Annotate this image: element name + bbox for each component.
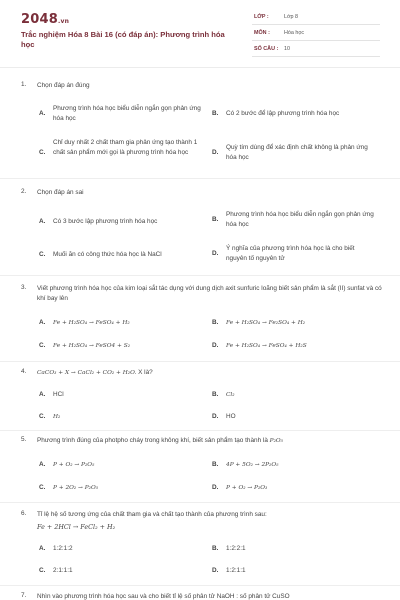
- question-number: 6.: [21, 510, 27, 517]
- option-letter: B.: [212, 391, 219, 398]
- option-d[interactable]: [212, 341, 382, 351]
- option-text: 1:2:1:2: [53, 545, 73, 552]
- option-formula: P + O₂ → P₂O₅: [53, 462, 95, 468]
- option-formula: H₂: [53, 414, 61, 420]
- header-divider: [0, 67, 400, 68]
- option-text: 2:1:1:1: [53, 567, 73, 574]
- option-a[interactable]: [39, 318, 199, 328]
- option-text: Chỉ duy nhất 2 chất tham gia phản ứng tạo thành 1 chất sản phẩm mới gọi là phương trình hóa học: [53, 139, 198, 156]
- option-letter: D.: [212, 567, 219, 574]
- option-letter: B.: [212, 545, 219, 552]
- option-letter: C.: [39, 251, 46, 258]
- option-a[interactable]: [39, 390, 199, 400]
- option-text: Có 3 bước lập phương trình hóa học: [53, 218, 158, 225]
- question-number: 3.: [21, 284, 27, 291]
- option-c[interactable]: [39, 483, 199, 493]
- option-b[interactable]: [212, 390, 382, 400]
- option-a[interactable]: [39, 460, 199, 470]
- option-letter: D.: [212, 413, 219, 420]
- option-formula: Fe + H₂SO₄ → FeSO4 + S₂: [53, 343, 131, 349]
- option-letter: C.: [39, 342, 46, 349]
- option-d[interactable]: [212, 412, 382, 422]
- option-letter: A.: [39, 545, 46, 552]
- question-7: [0, 592, 400, 600]
- question-stem-wrap: [37, 436, 382, 446]
- option-letter: C.: [39, 567, 46, 574]
- meta-subject-key: MÔN :: [254, 30, 270, 36]
- option-letter: A.: [39, 218, 46, 225]
- option-c[interactable]: [39, 341, 199, 351]
- option-letter: D.: [212, 342, 219, 349]
- option-d[interactable]: [212, 244, 382, 264]
- option-b[interactable]: [212, 210, 382, 230]
- option-c[interactable]: [39, 250, 199, 260]
- question-stem: Chọn đáp án sai: [37, 189, 84, 196]
- option-letter: C.: [39, 149, 46, 156]
- option-c[interactable]: [39, 412, 199, 422]
- option-formula: Fe + H₂SO₄ → FeSO₄ + H₂: [53, 320, 130, 326]
- question-formula: P₂O₅: [269, 438, 283, 444]
- divider: [0, 178, 400, 179]
- option-c[interactable]: [39, 566, 199, 576]
- option-b[interactable]: [212, 460, 382, 470]
- meta-count-value: 10: [284, 46, 290, 52]
- option-text: 1:2:1:1: [226, 567, 246, 574]
- option-formula: P + 2O₂ → P₂O₅: [53, 485, 99, 491]
- option-letter: B.: [212, 461, 219, 468]
- question-stem: X là?: [138, 369, 153, 376]
- question-number: 7.: [21, 592, 27, 599]
- meta-grade: [252, 12, 380, 25]
- option-text: 1:2:2:1: [226, 545, 246, 552]
- option-a[interactable]: [39, 217, 199, 227]
- option-letter: A.: [39, 391, 46, 398]
- question-stem: Nhìn vào phương trình hóa học sau và cho biết tỉ lệ số phân tử NaOH : số phân tử CuSO: [37, 593, 290, 600]
- option-text: HO: [226, 413, 236, 420]
- page-title: Trắc nghiệm Hóa 8 Bài 16 (có đáp án): Phương trình hóa học: [21, 30, 225, 49]
- meta-grade-value: Lớp 8: [284, 14, 299, 20]
- question-number: 1.: [21, 81, 27, 88]
- option-letter: D.: [212, 250, 219, 257]
- option-formula: 4P + 5O₂ → 2P₂O₅: [226, 462, 279, 468]
- option-text: Muối ăn có công thức hóa học là NaCl: [53, 251, 162, 258]
- option-formula: P + O₂ → P₂O₃: [226, 485, 268, 491]
- option-text: Quỳ tím dùng để xác định chất không là phản ứng hóa học: [226, 144, 368, 161]
- question-number: 5.: [21, 436, 27, 443]
- option-a[interactable]: [39, 544, 199, 554]
- option-text: Phương trình hóa học biểu diễn ngắn gọn phản ứng hóa học: [53, 105, 201, 122]
- question-number: 2.: [21, 188, 27, 195]
- question-number: 4.: [21, 368, 27, 375]
- option-b[interactable]: [212, 109, 382, 119]
- option-d[interactable]: [212, 566, 382, 576]
- option-text: Phương trình hóa học biểu diễn ngắn gọn phản ứng hóa học: [226, 211, 374, 228]
- divider: [0, 585, 400, 586]
- question-stem: Phương trình đúng của photpho cháy trong không khí, biết sản phẩm tạo thành là: [37, 437, 268, 444]
- option-a[interactable]: [39, 104, 199, 124]
- option-b[interactable]: [212, 544, 382, 554]
- option-letter: A.: [39, 110, 46, 117]
- option-letter: A.: [39, 319, 46, 326]
- option-d[interactable]: [212, 483, 382, 493]
- question-stem-wrap: [37, 368, 382, 378]
- divider: [0, 502, 400, 503]
- option-letter: C.: [39, 413, 46, 420]
- option-formula: Fe + H₂SO₄ → Fe₂SO₄ + H₂: [226, 320, 306, 326]
- meta-grade-key: LỚP :: [254, 14, 269, 20]
- option-b[interactable]: [212, 318, 382, 328]
- option-letter: C.: [39, 484, 46, 491]
- option-text: Ý nghĩa của phương trình hóa học là cho biết nguyên tố nguyên tử: [226, 245, 355, 262]
- option-letter: B.: [212, 110, 219, 117]
- divider: [0, 275, 400, 276]
- meta-count-key: SỐ CÂU :: [254, 46, 279, 52]
- option-letter: B.: [212, 319, 219, 326]
- meta-subject-value: Hóa học: [284, 30, 305, 36]
- site-logo[interactable]: [21, 12, 69, 27]
- option-letter: A.: [39, 461, 46, 468]
- option-letter: B.: [212, 216, 219, 223]
- logo-suffix: .vn: [57, 18, 70, 25]
- divider: [0, 361, 400, 362]
- question-formula: Fe + 2HCl → FeCl₂ + H₂: [37, 523, 116, 531]
- meta-subject: [252, 28, 380, 41]
- option-formula: Fe + H₂SO₄ → FeSO₄ + H₂S: [226, 343, 307, 349]
- header: [0, 0, 400, 64]
- question-stem: Chọn đáp án đúng: [37, 82, 90, 89]
- question-stem: Viết phương trình hóa học của kim loại sắt tác dụng với dung dịch axit sunfuric loãng biết sản phẩm là sắt (II) sunfat và có khí bay lên: [37, 285, 382, 302]
- meta-count: [252, 44, 380, 57]
- option-letter: D.: [212, 149, 219, 156]
- logo-main: 2048: [21, 12, 58, 27]
- option-c[interactable]: [39, 138, 199, 168]
- option-letter: D.: [212, 484, 219, 491]
- question-stem: Tỉ lệ hệ số tương ứng của chất tham gia và chất tạo thành của phương trình sau:: [37, 511, 267, 518]
- option-text: Có 2 bước để lập phương trình hóa học: [226, 110, 340, 117]
- question-formula: CaCO₃ + X → CaCl₂ + CO₂ + H₂O.: [37, 370, 137, 376]
- option-d[interactable]: [212, 143, 382, 163]
- option-formula: Cl₂: [226, 392, 235, 398]
- divider: [0, 430, 400, 431]
- option-text: HCl: [53, 391, 64, 398]
